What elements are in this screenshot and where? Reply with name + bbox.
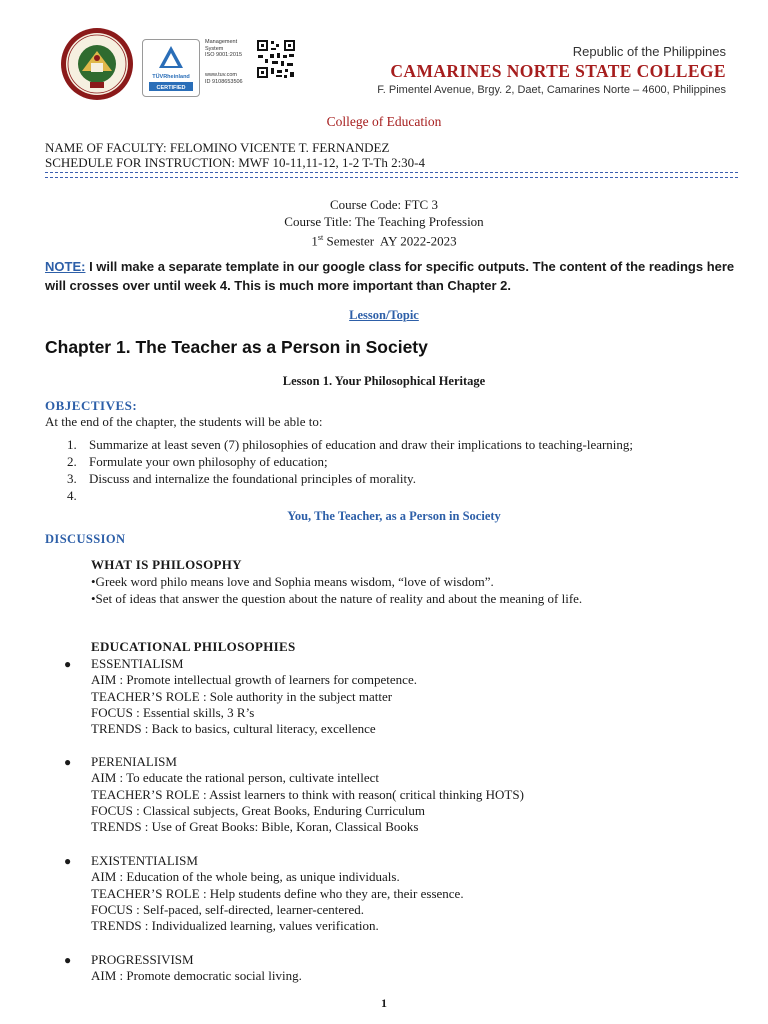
note-paragraph — [45, 258, 735, 295]
objectives-list — [45, 436, 745, 504]
bullet-icon: ● — [64, 953, 72, 967]
lesson-title: Lesson 1. Your Philosophical Heritage — [282, 374, 486, 388]
philosophy-essentialism: ● ESSENTIALISM AIM : Promote intellectual growth of learners for competence. TEACHER’S ROLE : Sole authority in the subject matter FOCUS : Essential skills, 3 R’s TRENDS : Back to basics, cultural literacy, excellence — [64, 656, 417, 737]
section-heading-you-teacher: You, The Teacher, as a Person in Society — [287, 509, 501, 523]
qr-code-icon — [256, 39, 296, 79]
svg-text:TÜVRheinland: TÜVRheinland — [152, 74, 190, 80]
note-label: NOTE: — [45, 259, 86, 274]
course-code: Course Code: FTC 3 — [330, 197, 438, 212]
bullet-icon: ● — [64, 854, 72, 868]
college-name: CAMARINES NORTE STATE COLLEGE — [390, 61, 726, 81]
college-of-education: College of Education — [326, 114, 442, 129]
college-seal-logo — [60, 27, 134, 101]
header-institution-block — [377, 44, 726, 96]
double-rule-divider — [45, 172, 738, 178]
objective-item: 2. Formulate your own philosophy of education; — [67, 454, 328, 469]
bullet-icon: ● — [64, 755, 72, 769]
faculty-line: NAME OF FACULTY: FELOMINO VICENTE T. FERNANDEZ — [45, 140, 390, 155]
bullet-icon: ● — [64, 657, 72, 671]
republic-label: Republic of the Philippines — [572, 44, 726, 59]
objective-item: 3. Discuss and internalize the foundational principles of morality. — [67, 471, 416, 486]
philosophy-existentialism: ● EXISTENTIALISM AIM : Education of the whole being, as unique individuals. TEACHER’S ROLE : Help students define who they are, their essence. FOCUS : Self-paced, self-directed, learner-centered. TRENDS : Individualized learning, values verification. — [64, 853, 464, 934]
cert-info-text: Management System ISO 9001:2015 www.tuv.com ID 9108653506 — [205, 39, 243, 85]
note-text: I will make a separate template in our google class for specific outputs. The content of the readings here will crosses over until week 4. This is much more important than Chapter 2. — [45, 259, 735, 293]
objective-item: 4. — [67, 488, 77, 503]
what-is-philosophy-heading: WHAT IS PHILOSOPHY — [91, 557, 242, 572]
objectives-heading: OBJECTIVES: — [45, 398, 138, 413]
page-number: 1 — [381, 996, 387, 1010]
lesson-topic-heading: Lesson/Topic — [349, 308, 419, 322]
course-info — [0, 197, 768, 250]
chapter-title: Chapter 1. The Teacher as a Person in Society — [45, 337, 428, 357]
semester-line: 1st Semester AY 2022-2023 — [311, 233, 457, 249]
educational-philosophies-heading: EDUCATIONAL PHILOSOPHIES — [91, 639, 296, 654]
objective-item: 1. Summarize at least seven (7) philosophies of education and draw their implications to teaching-learning; — [67, 437, 634, 452]
philosophy-perenialism: ● PERENIALISM AIM : To educate the rational person, cultivate intellect TEACHER’S ROLE : Assist learners to think with reason( critical thinking HOTS) FOCUS : Classical subjects, Great Books, Enduring Curriculum TRENDS : Use of Great Books: Bible, Koran, Classical Books — [64, 754, 524, 835]
college-address: F. Pimentel Avenue, Brgy. 2, Daet, Camarines Norte – 4600, Philippines — [377, 84, 726, 96]
discussion-heading: DISCUSSION — [45, 532, 126, 546]
schedule-line: SCHEDULE FOR INSTRUCTION: MWF 10-11,11-12, 1-2 T-Th 2:30-4 — [45, 155, 426, 170]
course-title: Course Title: The Teaching Profession — [284, 213, 484, 229]
svg-text:CERTIFIED: CERTIFIED — [156, 85, 186, 91]
philosophy-progressivism: ● PROGRESSIVISM AIM : Promote democratic social living. — [64, 952, 302, 984]
tuv-certification-badge — [142, 39, 200, 97]
philosophy-definition: •Greek word philo means love and Sophia means wisdom, “love of wisdom”. •Set of ideas that answer the question about the nature of reality and about the meaning of life. — [91, 574, 583, 606]
objectives-intro: At the end of the chapter, the students will be able to: — [45, 414, 323, 429]
